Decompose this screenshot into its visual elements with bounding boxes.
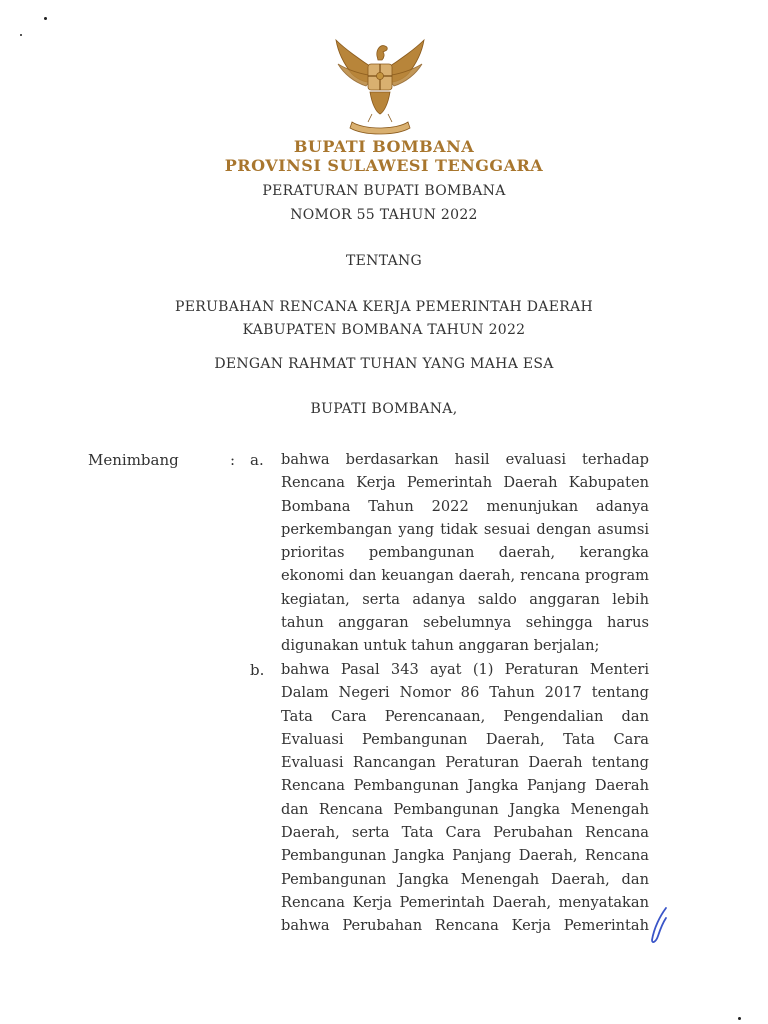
province-title: PROVINSI SULAWESI TENGGARA — [224, 156, 544, 175]
text-line: perkembangan yang tidak sesuai dengan asumsi — [281, 520, 649, 538]
text-line: dan Rencana Pembangunan Jangka Menengah — [281, 800, 649, 818]
regulation-number: NOMOR 55 TAHUN 2022 — [290, 207, 478, 223]
text-line: Rencana Kerja Pemerintah Daerah, menyatakan — [281, 893, 649, 911]
text-line: Bombana Tahun 2022 menunjukan adanya — [281, 497, 649, 515]
text-line: bahwa Perubahan Rencana Kerja Pemerintah — [281, 917, 649, 935]
text-line: digunakan untuk tahun anggaran berjalan; — [281, 637, 600, 655]
scan-speck — [738, 1017, 741, 1020]
text-line: Rencana Pembangunan Jangka Panjang Daerah — [281, 777, 649, 795]
scan-speck — [20, 34, 22, 36]
scan-speck — [44, 17, 47, 20]
text-line: kegiatan, serta adanya saldo anggaran lebih — [281, 590, 649, 608]
item-body-b — [281, 658, 649, 938]
text-line: Daerah, serta Tata Cara Perubahan Rencana — [281, 824, 649, 842]
text-line: tahun anggaran sebelumnya sehingga harus — [281, 614, 649, 632]
subject-line-1: PERUBAHAN RENCANA KERJA PEMERINTAH DAERAH — [174, 299, 593, 315]
garuda-emblem-icon — [330, 30, 430, 136]
text-line: Dalam Negeri Nomor 86 Tahun 2017 tentang — [281, 684, 649, 702]
invocation: DENGAN RAHMAT TUHAN YANG MAHA ESA — [214, 356, 554, 372]
text-line: Evaluasi Rancangan Peraturan Daerah tentang — [281, 754, 649, 772]
handwritten-paraf — [646, 906, 672, 946]
issuer: BUPATI BOMBANA, — [310, 401, 458, 417]
text-line: bahwa Pasal 343 ayat (1) Peraturan Menteri — [281, 661, 649, 678]
text-line: prioritas pembangunan daerah, kerangka — [281, 544, 649, 562]
text-line: Pembangunan Jangka Menengah Daerah, dan — [281, 870, 649, 888]
considering-label: Menimbang — [88, 451, 179, 469]
text-line: ekonomi dan keuangan daerah, rencana program — [281, 567, 649, 585]
official-title: BUPATI BOMBANA — [293, 137, 475, 156]
item-body-a — [281, 448, 649, 658]
text-line: Tata Cara Perencanaan, Pengendalian dan — [281, 707, 649, 725]
text-line: Pembangunan Jangka Panjang Daerah, Rencana — [281, 847, 649, 865]
text-line: Evaluasi Pembangunan Daerah, Tata Cara — [281, 730, 649, 748]
about-heading: TENTANG — [345, 253, 423, 269]
item-marker-a: a. — [250, 451, 264, 469]
subject-line-2: KABUPATEN BOMBANA TAHUN 2022 — [242, 322, 526, 338]
regulation-type: PERATURAN BUPATI BOMBANA — [262, 183, 506, 199]
text-line: Rencana Kerja Pemerintah Daerah Kabupaten — [281, 474, 649, 492]
item-marker-b: b. — [250, 661, 265, 679]
considering-colon: : — [230, 451, 236, 469]
text-line: bahwa berdasarkan hasil evaluasi terhadap — [281, 451, 649, 468]
